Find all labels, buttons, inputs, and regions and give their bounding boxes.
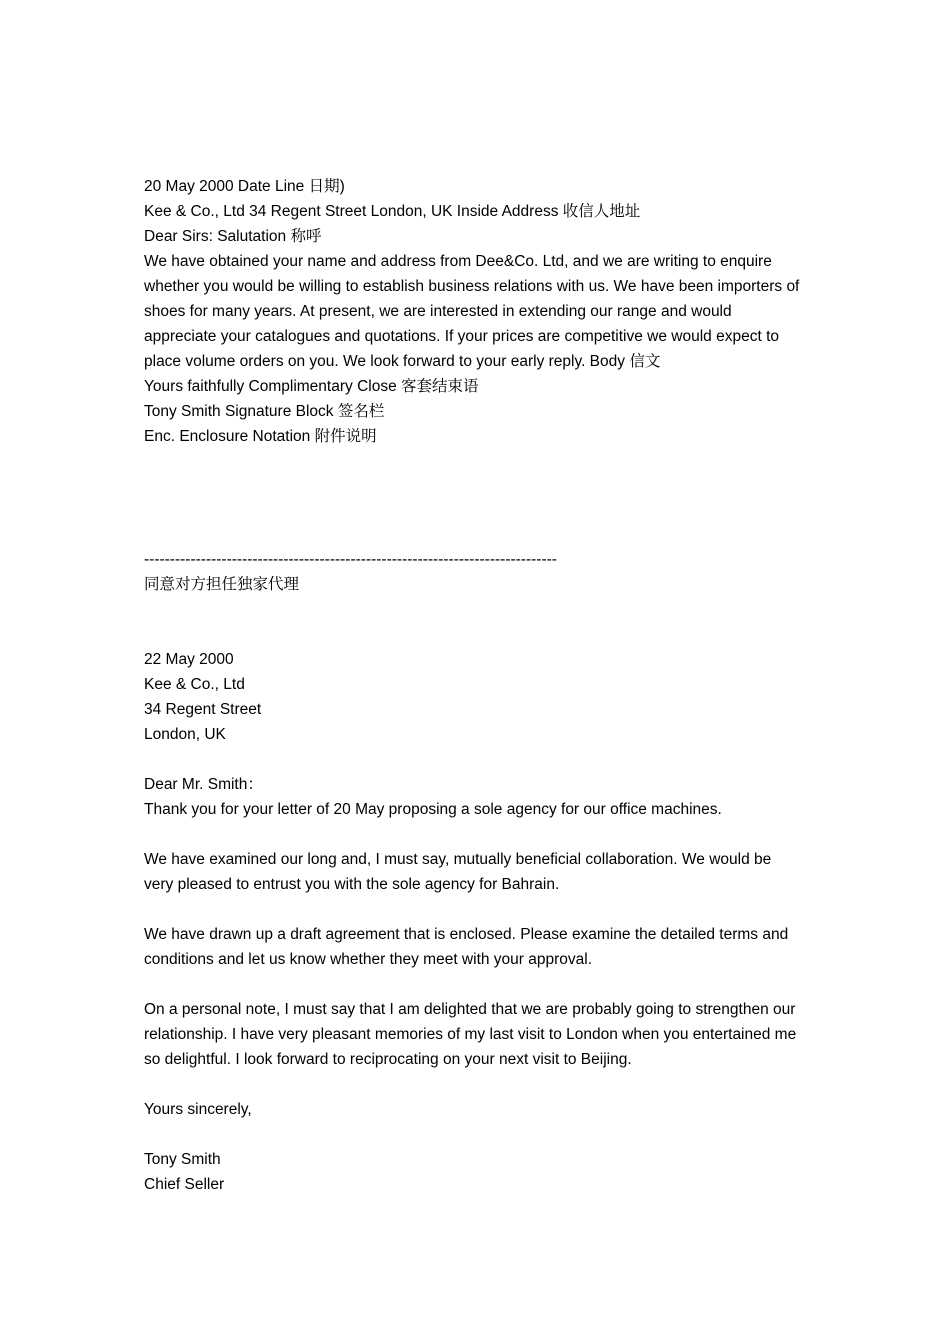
- salutation: Dear Sirs: Salutation 称呼: [144, 228, 322, 245]
- spacer: [144, 1072, 814, 1097]
- spacer: [144, 972, 814, 997]
- address-line: 34 Regent Street: [144, 701, 262, 718]
- address-line: London, UK: [144, 726, 226, 743]
- letter-heading: 同意对方担任独家代理: [144, 576, 300, 593]
- body-paragraph: Thank you for your letter of 20 May proposing a sole agency for our office machines.: [144, 801, 722, 818]
- date-line: 20 May 2000 Date Line 日期): [144, 178, 345, 195]
- section-divider: --------------------------------------------------------------------------------: [144, 551, 557, 568]
- letter-template-example: [144, 174, 814, 449]
- letter-date: 22 May 2000: [144, 651, 234, 668]
- spacer: [144, 1122, 814, 1147]
- salutation: Dear Mr. Smith：: [144, 776, 263, 793]
- spacer: [144, 897, 814, 922]
- body-paragraph: We have drawn up a draft agreement that is enclosed. Please examine the detailed terms and conditions and let us know whether they meet with your approval.: [144, 926, 789, 968]
- body-paragraph: On a personal note, I must say that I am delighted that we are probably going to strengthen our relationship. I have very pleasant memories of my last visit to London when you entertained me so delightful. I look forward to reciprocating on your next visit to Beijing.: [144, 1001, 797, 1068]
- spacer: [144, 747, 814, 772]
- body-paragraph: We have examined our long and, I must say, mutually beneficial collaboration. We would be very pleased to entrust you with the sole agency for Bahrain.: [144, 851, 772, 893]
- letter-body: We have obtained your name and address from Dee&Co. Ltd, and we are writing to enquire whether you would be willing to establish business relations with us. We have been importers of shoes for many years. At present, we are interested in extending our range and would appreciate your catalogues and quotations. If your prices are competitive we would expect to place volume orders on you. We look forward to your early reply. Body 信文: [144, 253, 800, 370]
- agency-reply-letter: [144, 647, 814, 1197]
- inside-address: Kee & Co., Ltd 34 Regent Street London, UK Inside Address 收信人地址: [144, 203, 641, 220]
- complimentary-close: Yours faithfully Complimentary Close 客套结束语: [144, 378, 479, 395]
- signer-title: Chief Seller: [144, 1176, 225, 1193]
- spacer: [144, 822, 814, 847]
- signature-block: Tony Smith Signature Block 签名栏: [144, 403, 385, 420]
- signer-name: Tony Smith: [144, 1151, 221, 1168]
- enclosure-notation: Enc. Enclosure Notation 附件说明: [144, 428, 377, 445]
- address-line: Kee & Co., Ltd: [144, 676, 245, 693]
- closing: Yours sincerely,: [144, 1101, 252, 1118]
